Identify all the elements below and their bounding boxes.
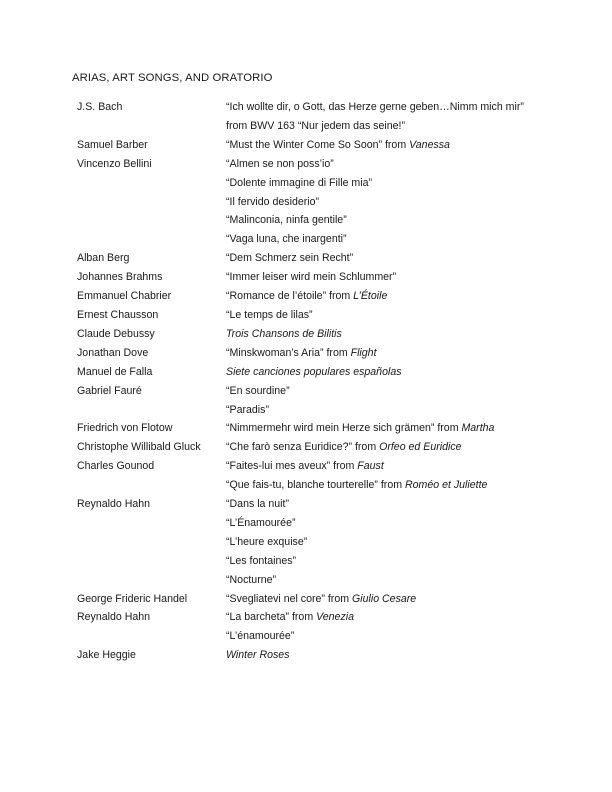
work-list bbox=[226, 249, 547, 268]
work-source-title: Flight bbox=[350, 346, 377, 359]
work-list bbox=[226, 495, 547, 590]
composer-name: Reynaldo Hahn bbox=[77, 611, 151, 624]
work-text: “Minskwoman’s Aria” from bbox=[226, 346, 351, 359]
repertoire-entry bbox=[77, 344, 547, 363]
work-list bbox=[226, 457, 547, 495]
work-text: “Paradis” bbox=[226, 403, 269, 416]
work-source-title: Winter Roses bbox=[226, 649, 290, 662]
work-text: “Malinconia, ninfa gentile” bbox=[226, 214, 347, 227]
repertoire-entry bbox=[77, 287, 547, 306]
work-list bbox=[226, 646, 547, 665]
repertoire-entry bbox=[77, 306, 547, 325]
work-title bbox=[226, 136, 547, 155]
work-title bbox=[226, 552, 547, 571]
work-title bbox=[226, 98, 547, 136]
work-text: “Almen se non poss’io” bbox=[226, 157, 334, 170]
work-text: “Le temps de lilas” bbox=[226, 308, 313, 321]
work-title bbox=[226, 211, 547, 230]
work-title bbox=[226, 249, 547, 268]
work-text: “Il fervido desiderio” bbox=[226, 195, 320, 208]
work-text: “Nimmermehr wird mein Herze sich grämen” from bbox=[226, 422, 462, 435]
work-source-title: Roméo et Juliette bbox=[405, 479, 488, 492]
work-text: “Que fais-tu, blanche tourterelle” from bbox=[226, 479, 405, 492]
work-text: “L’Énamourée” bbox=[226, 516, 296, 529]
repertoire-entry bbox=[77, 155, 547, 250]
repertoire-entry bbox=[77, 438, 547, 457]
composer-name: Vincenzo Bellini bbox=[77, 157, 152, 170]
repertoire-entry bbox=[77, 457, 547, 495]
repertoire-entry bbox=[77, 495, 547, 590]
composer-name: Reynaldo Hahn bbox=[77, 498, 151, 511]
work-list bbox=[226, 155, 547, 250]
work-title bbox=[226, 401, 547, 420]
work-text: “L’heure exquise” bbox=[226, 535, 308, 548]
work-text: “Dolente immagine di Fille mia” bbox=[226, 176, 373, 189]
work-text: “Ich wollte dir, o Gott, das Herze gerne geben…Nimm mich mir” from BWV 163 “Nur jedem das seine!” bbox=[226, 101, 524, 132]
work-title bbox=[226, 363, 547, 382]
composer-name: Jake Heggie bbox=[77, 649, 136, 662]
work-title bbox=[226, 325, 547, 344]
work-list bbox=[226, 382, 547, 420]
composer-name: Manuel de Falla bbox=[77, 365, 153, 378]
repertoire-list bbox=[77, 98, 547, 665]
work-title bbox=[226, 306, 547, 325]
composer-name: Emmanuel Chabrier bbox=[77, 290, 172, 303]
work-title bbox=[226, 476, 547, 495]
work-title bbox=[226, 174, 547, 193]
repertoire-entry bbox=[77, 382, 547, 420]
work-title bbox=[226, 627, 547, 646]
work-source-title: Vanessa bbox=[409, 138, 450, 151]
work-text: “En sourdine” bbox=[226, 384, 290, 397]
repertoire-entry bbox=[77, 136, 547, 155]
composer-name: Samuel Barber bbox=[77, 138, 148, 151]
repertoire-entry bbox=[77, 419, 547, 438]
work-list bbox=[226, 287, 547, 306]
work-source-title: Venezia bbox=[316, 611, 354, 624]
work-text: “Dans la nuit” bbox=[226, 498, 289, 511]
work-list bbox=[226, 136, 547, 155]
work-text: “Svegliatevi nel core” from bbox=[226, 592, 352, 605]
work-list bbox=[226, 344, 547, 363]
work-title bbox=[226, 382, 547, 401]
work-title bbox=[226, 533, 547, 552]
repertoire-entry bbox=[77, 608, 547, 646]
work-list bbox=[226, 590, 547, 609]
composer-name: Friedrich von Flotow bbox=[77, 422, 173, 435]
work-text: “Che farò senza Euridice?” from bbox=[226, 441, 380, 454]
work-title bbox=[226, 646, 547, 665]
work-source-title: L’Étoile bbox=[353, 290, 388, 303]
repertoire-entry bbox=[77, 325, 547, 344]
work-text: “Faites-lui mes aveux” from bbox=[226, 460, 358, 473]
work-title bbox=[226, 419, 547, 438]
work-title bbox=[226, 268, 547, 287]
work-text: “Les fontaines” bbox=[226, 554, 297, 567]
work-title bbox=[226, 438, 547, 457]
work-source-title: Faust bbox=[357, 460, 384, 473]
work-text: “Immer leiser wird mein Schlummer” bbox=[226, 271, 397, 284]
work-title bbox=[226, 230, 547, 249]
composer-name: George Frideric Handel bbox=[77, 592, 188, 605]
work-source-title: Giulio Cesare bbox=[352, 592, 417, 605]
composer-name: Jonathan Dove bbox=[77, 346, 149, 359]
work-title bbox=[226, 287, 547, 306]
work-list bbox=[226, 98, 547, 136]
work-source-title: Martha bbox=[461, 422, 495, 435]
work-list bbox=[226, 306, 547, 325]
work-text: “Must the Winter Come So Soon” from bbox=[226, 138, 410, 151]
work-source-title: Trois Chansons de Bilitis bbox=[226, 327, 342, 340]
composer-name: J.S. Bach bbox=[77, 101, 123, 113]
composer-name: Claude Debussy bbox=[77, 327, 155, 340]
composer-name: Charles Gounod bbox=[77, 460, 155, 473]
work-title bbox=[226, 571, 547, 590]
work-text: “Romance de l’étoile” from bbox=[226, 290, 354, 303]
section-heading: ARIAS, ART SONGS, AND ORATORIO bbox=[72, 72, 273, 84]
work-list bbox=[226, 363, 547, 382]
work-text: “Vaga luna, che inargenti” bbox=[226, 233, 347, 246]
work-list bbox=[226, 608, 547, 646]
work-title bbox=[226, 344, 547, 363]
work-list bbox=[226, 325, 547, 344]
work-text: “Nocturne” bbox=[226, 573, 277, 586]
composer-name: Alban Berg bbox=[77, 252, 130, 265]
repertoire-entry bbox=[77, 646, 547, 665]
repertoire-entry bbox=[77, 590, 547, 609]
work-list bbox=[226, 438, 547, 457]
work-title bbox=[226, 608, 547, 627]
repertoire-entry bbox=[77, 363, 547, 382]
work-text: “La barcheta” from bbox=[226, 611, 317, 624]
work-title bbox=[226, 193, 547, 212]
work-text: “L’énamourée” bbox=[226, 630, 295, 643]
work-list bbox=[226, 268, 547, 287]
repertoire-entry bbox=[77, 249, 547, 268]
work-source-title: Orfeo ed Euridice bbox=[379, 441, 462, 454]
work-title bbox=[226, 495, 547, 514]
composer-name: Gabriel Fauré bbox=[77, 384, 142, 397]
work-title bbox=[226, 457, 547, 476]
repertoire-entry bbox=[77, 98, 547, 136]
work-title bbox=[226, 514, 547, 533]
composer-name: Ernest Chausson bbox=[77, 308, 159, 321]
work-title bbox=[226, 155, 547, 174]
repertoire-entry bbox=[77, 268, 547, 287]
composer-name: Christophe Willibald Gluck bbox=[77, 441, 201, 454]
work-list bbox=[226, 419, 547, 438]
work-source-title: Siete canciones populares españolas bbox=[226, 365, 402, 378]
work-text: “Dem Schmerz sein Recht” bbox=[226, 252, 354, 265]
composer-name: Johannes Brahms bbox=[77, 271, 163, 284]
work-title bbox=[226, 590, 547, 609]
